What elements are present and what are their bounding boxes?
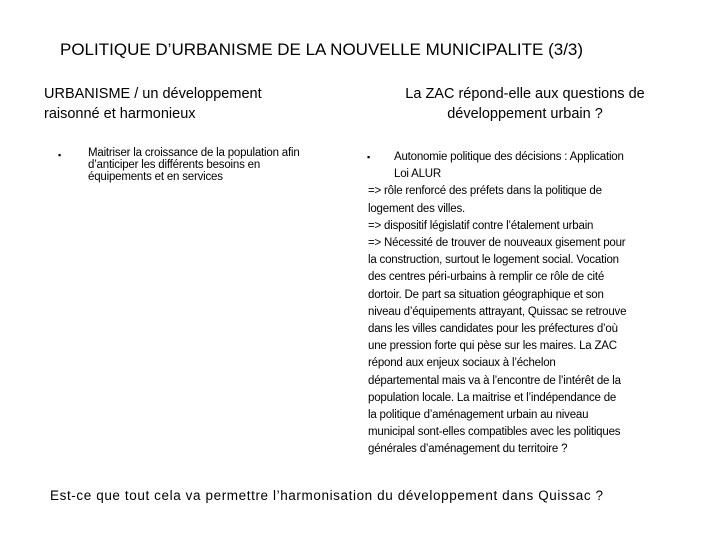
text-line: la construction, surtout le logement social. Vocation: [368, 254, 619, 267]
text-line: logement des villes.: [368, 202, 465, 215]
text-line: population locale. La maitrise et l’indépendance de: [368, 391, 617, 404]
text-line: Autonomie politique des décisions : Application: [394, 151, 624, 163]
text-line: municipal sont-elles compatibles avec les politiques: [368, 426, 621, 439]
text-line: répond aux enjeux sociaux à l’échelon: [368, 357, 556, 370]
text-line: une pression forte qui pèse sur les maires. La ZAC: [368, 340, 617, 353]
right-body-text: [368, 149, 626, 459]
text-line: dortoir. De part sa situation géographique et son: [368, 288, 604, 301]
heading-line: raisonné et harmonieux: [44, 106, 196, 122]
text-line: d’anticiper les différents besoins en: [88, 159, 261, 171]
text-line: niveau d’équipements attrayant, Quissac se retrouve: [368, 305, 627, 318]
text-line: => Nécessité de trouver de nouveaux gisement pour: [368, 237, 626, 250]
left-heading: [44, 84, 262, 124]
left-bullet-text: [88, 147, 300, 183]
bullet-icon: ▪: [367, 152, 371, 162]
heading-line: URBANISME / un développement: [44, 86, 262, 102]
right-heading: [372, 84, 678, 124]
text-line: => rôle renforcé des préfets dans la politique de: [368, 185, 602, 198]
text-line: des centres péri-urbains à remplir ce rôle de cité: [368, 271, 605, 284]
text-line: la politique d’aménagement urbain au niveau: [368, 409, 589, 422]
text-line: dans les villes candidates pour les préfectures d’où: [368, 323, 618, 336]
text-line: équipements et en services: [88, 171, 223, 183]
text-line: Loi ALUR: [394, 168, 441, 181]
text-line: Maitriser la croissance de la population afin: [88, 147, 300, 159]
text-line: départemental mais va à l’encontre de l’intérêt de la: [368, 374, 621, 387]
text-line: => dispositif législatif contre l’étalement urbain: [368, 219, 594, 232]
heading-line: développement urbain ?: [447, 106, 603, 122]
conclusion-question: Est-ce que tout cela va permettre l’harmonisation du développement dans Quissac ?: [50, 488, 604, 503]
text-line: générales d’aménagement du territoire ?: [368, 443, 568, 456]
heading-line: La ZAC répond-elle aux questions de: [405, 86, 645, 102]
bullet-icon: ▪: [58, 150, 62, 160]
slide-title: POLITIQUE D’URBANISME DE LA NOUVELLE MUNICIPALITE (3/3): [60, 40, 584, 59]
